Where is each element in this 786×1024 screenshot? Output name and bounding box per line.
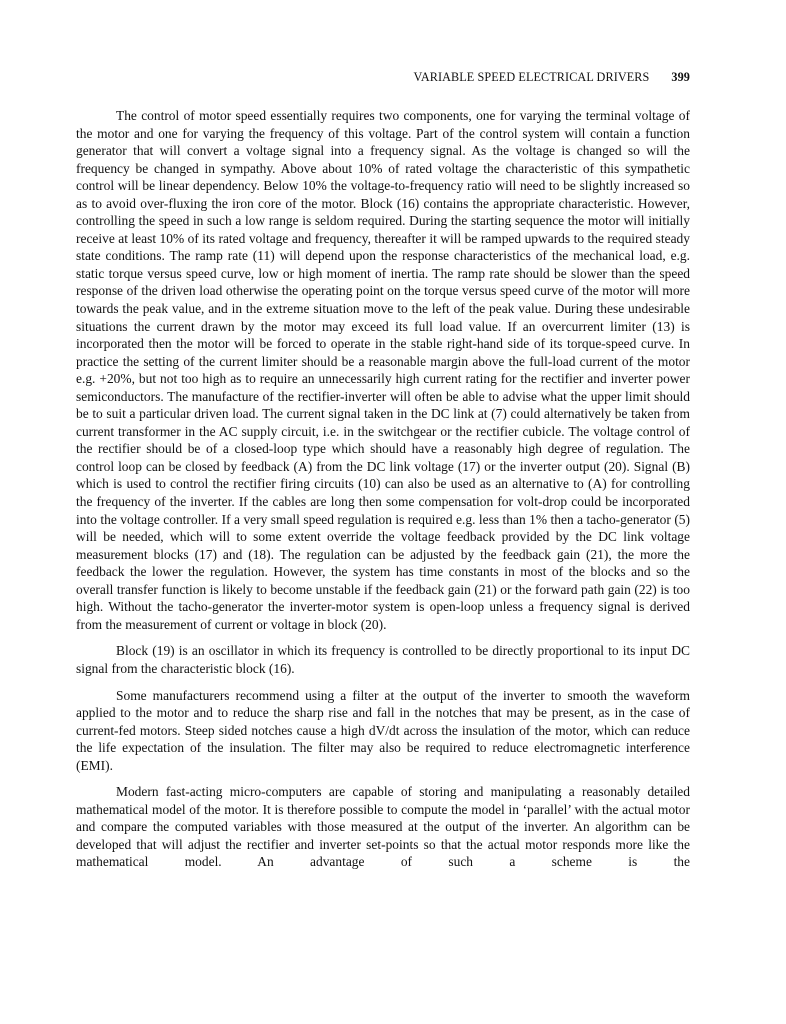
- page-number: 399: [671, 70, 690, 84]
- body-text: [76, 107, 690, 871]
- paragraph-motor-speed-control: The control of motor speed essentially requires two components, one for varying the terminal voltage of the motor and one for varying the frequency of this voltage. Part of the control system will contain a function generator that will convert a voltage signal into a frequency signal. As the voltage is changed so will the frequency be changed in sympathy. Above about 10% of rated voltage the characteristic of this sympathetic control will be linear dependency. Below 10% the voltage-to-frequency ratio will need to be slightly increased so as to avoid over-fluxing the iron core of the motor. Block (16) contains the appropriate characteristic. However, controlling the speed in such a low range is seldom required. During the starting sequence the motor will initially receive at least 10% of its rated voltage and frequency, thereafter it will be ramped upwards to the required steady state conditions. The ramp rate (11) will depend upon the response characteristics of the mechanical load, e.g. static torque versus speed curve, low or high moment of inertia. The ramp rate should be slower than the speed response of the driven load otherwise the operating point on the torque versus speed curve of the motor will more towards the peak value, and in the extreme situation move to the left of the peak value. During these undesirable situations the current drawn by the motor may exceed its full load value. If an overcurrent limiter (13) is incorporated then the motor will be forced to operate in the stable right-hand side of its torque-speed curve. In practice the setting of the current limiter should be a reasonable margin above the full-load current of the motor e.g. +20%, but not too high as to require an unnecessarily high current rating for the rectifier and inverter power semiconductors. The manufacture of the rectifier-inverter will often be able to advise what the upper limit should be to suit a particular driven load. The current signal taken in the DC link at (7) could alternatively be taken from current transformer in the AC supply circuit, i.e. in the switchgear or the rectifier cubicle. The voltage control of the rectifier should be of a closed-loop type which should have a reasonably high degree of regulation. The control loop can be closed by feedback (A) from the DC link voltage (17) or the inverter output (20). Signal (B) which is used to control the rectifier firing circuits (10) can also be used as an alternative to (A) for controlling the frequency of the inverter. If the cables are long then some compensation for volt-drop could be incorporated into the voltage controller. If a very small speed regulation is required e.g. less than 1% then a tacho-generator (5) will be needed, which will to some extent override the voltage feedback provided by the DC link voltage measurement blocks (17) and (18). The regulation can be adjusted by the feedback gain (21), the more the feedback the lower the regulation. However, the system has time constants in most of the blocks and so the overall transfer function is likely to become unstable if the feedback gain (21) or the forward path gain (22) is too high. Without the tacho-generator the inverter-motor system is open-loop unless a frequency signal is derived from the measurement of current or voltage in block (20).: [76, 108, 690, 632]
- running-header: [76, 69, 690, 85]
- running-title: VARIABLE SPEED ELECTRICAL DRIVERS: [413, 70, 650, 84]
- paragraph-output-filter: Some manufacturers recommend using a filter at the output of the inverter to smooth the waveform applied to the motor and to reduce the sharp rise and fall in the notches that may be present, as in the case of current-fed motors. Steep sided notches cause a high dV/dt across the insulation of the motor, which can reduce the life expectation of the insulation. The filter may also be required to reduce electromagnetic interference (EMI).: [76, 687, 690, 773]
- paragraph-micro-computer-model: Modern fast-acting micro-computers are capable of storing and manipulating a reasonably detailed mathematical model of the motor. It is therefore possible to compute the model in ‘parallel’ with the actual motor and compare the computed variables with those measured at the output of the inverter. An algorithm can be developed that will adjust the rectifier and inverter set-points so that the actual motor responds more like the mathematical model. An advantage of such a scheme is the: [76, 784, 690, 870]
- paragraph-oscillator-block: Block (19) is an oscillator in which its frequency is controlled to be directly proportional to its input DC signal from the characteristic block (16).: [76, 643, 690, 676]
